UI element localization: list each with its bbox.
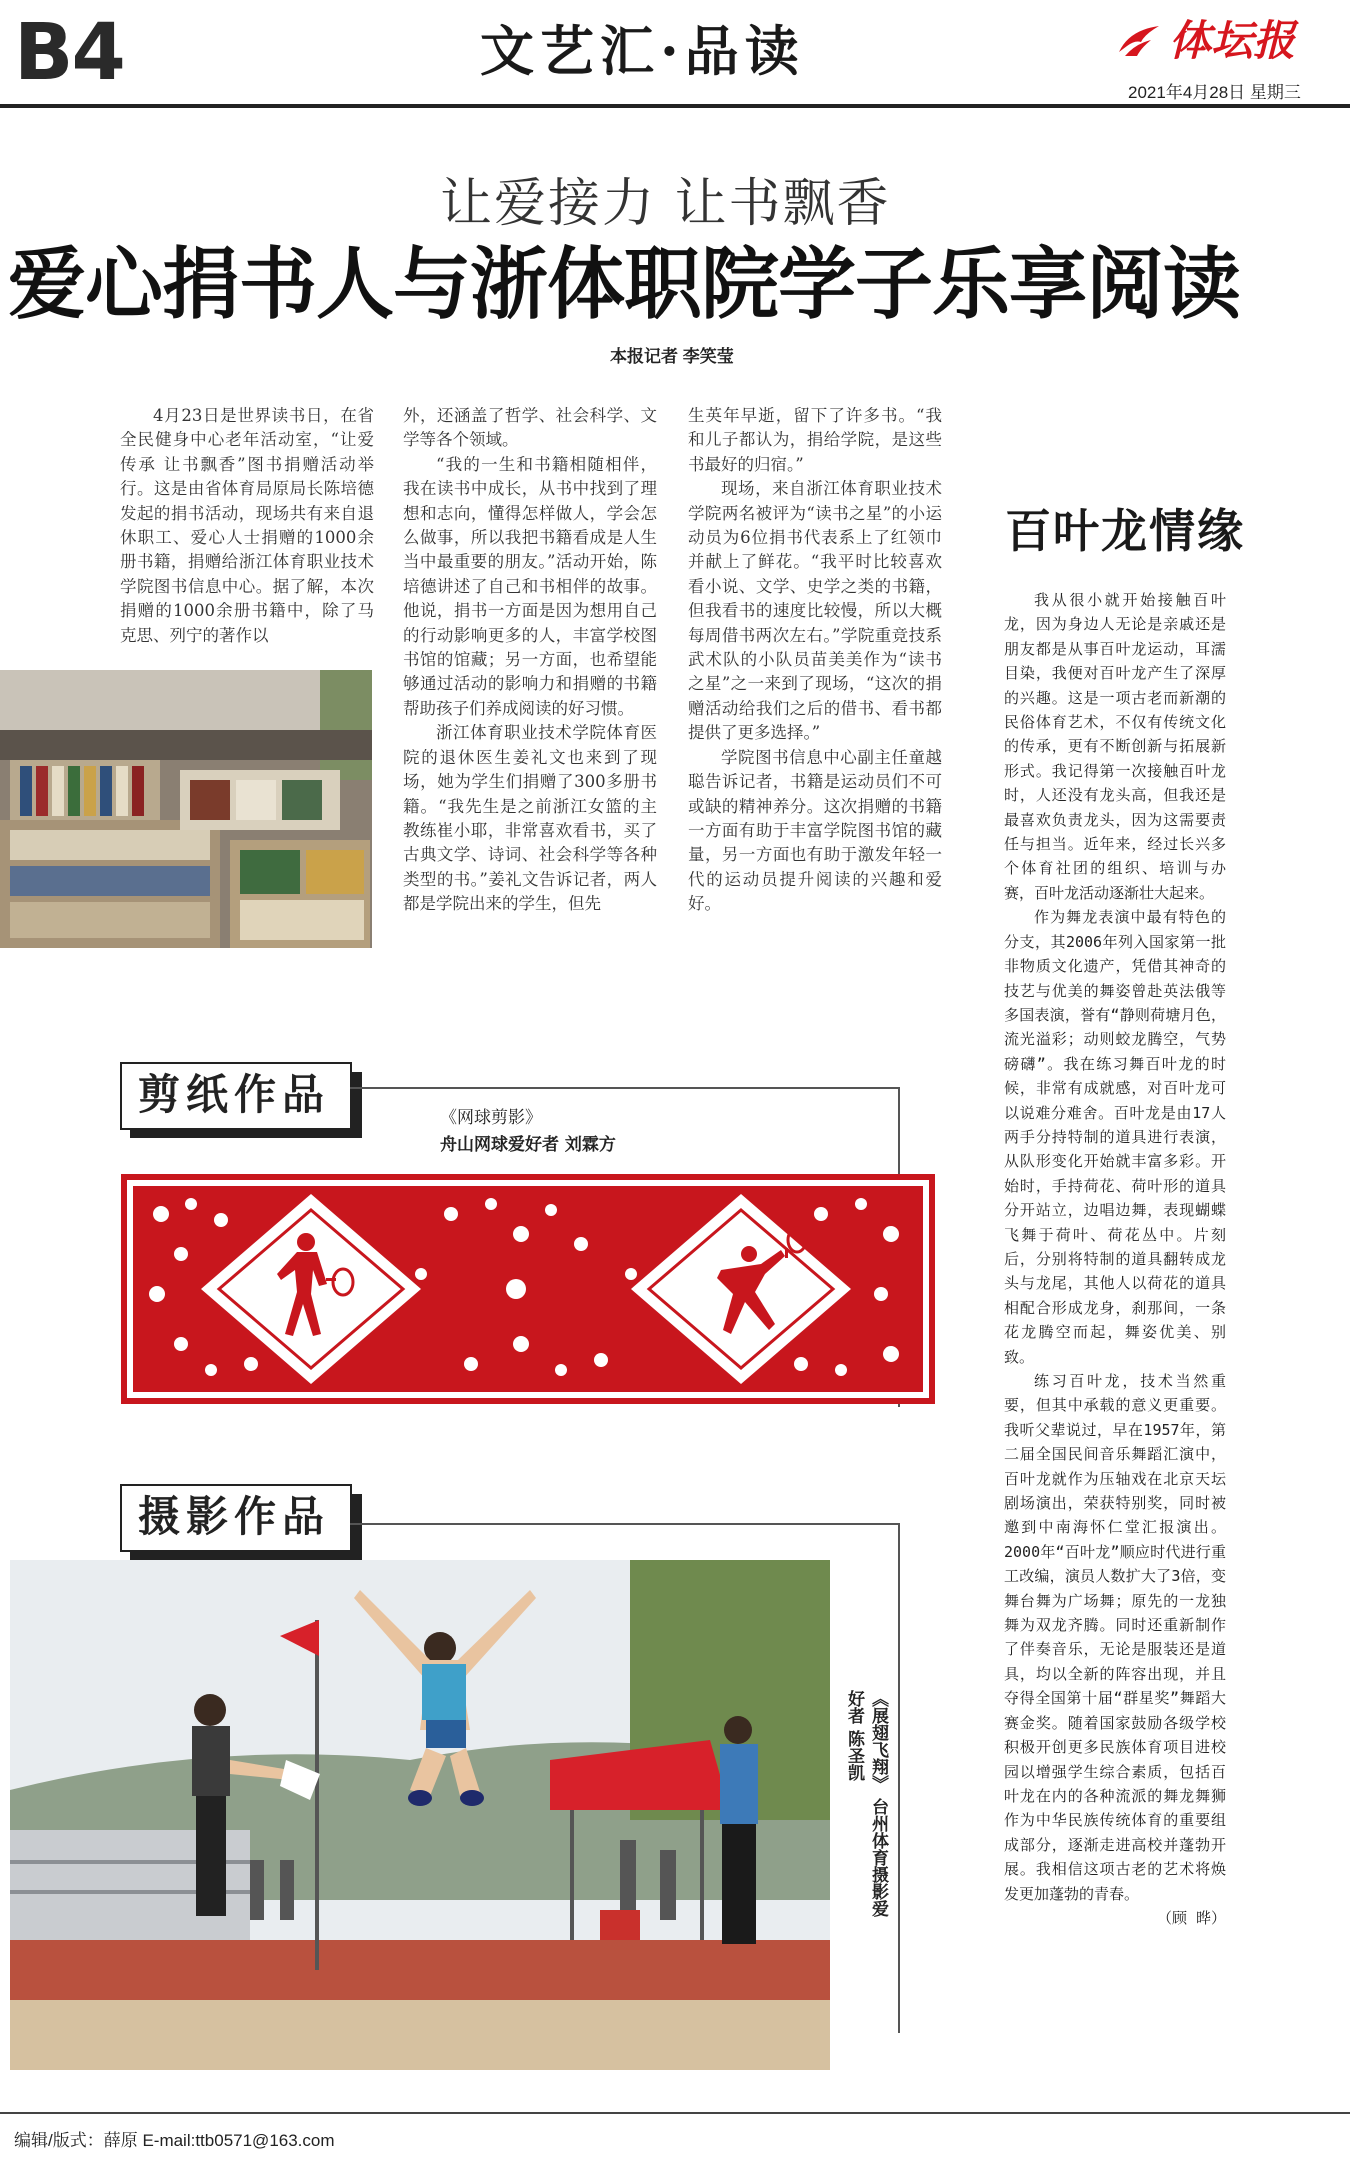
header-rule: [0, 104, 1350, 108]
book-donation-photo: [0, 670, 372, 948]
logo-bird-icon: [1115, 22, 1163, 62]
papercut-bracket-line: [350, 1087, 900, 1089]
article-paragraph: 学院图书信息中心副主任童越聪告诉记者，书籍是运动员们不可或缺的精神养分。这次捐赠的书籍一方面有助于丰富学院图书馆的藏量，另一方面也有助于激发年轻一代的运动员提升阅读的兴趣和爱好。: [688, 747, 942, 914]
article-paragraph: 4月23日是世界读书日，在省全民健身中心老年活动室，“让爱传承 让书飘香”图书捐赠活动举行。这是由省体育局原局长陈培德发起的捐书活动，现场共有来自退休职工、爱心人士捐赠的1000余册书籍，捐赠给浙江体育职业技术学院图书信息中心。据了解，本次捐赠的1000余册书籍中，除了马克思、列宁的著作以: [120, 406, 374, 645]
editor-credit: 编辑/版式：薛原 E-mail:ttb0571@163.com: [14, 2131, 335, 2150]
side-paragraph: 练习百叶龙，技术当然重要，但其中承载的意义更重要。我听父辈说过，早在1957年，第二届全国民间音乐舞蹈汇演中，百叶龙就作为压轴戏在北京天坛剧场演出，荣获特别奖，同时被邀到中南海怀仁堂汇报演出。2000年“百叶龙”顺应时代进行重工改编，演员人数扩大了3倍，变舞台舞为广场舞；原先的一龙独舞为双龙齐腾。同时还重新制作了伴奏音乐，无论是服装还是道具，均以全新的阵容出现，并且夺得全国第十届“群星奖”舞蹈大赛金奖。随着国家鼓励各级学校积极开创更多民族体育项目进校园以增强学生综合素质，包括百叶龙在内的各种流派的舞龙舞狮作为中华民族传统体育的重要组成部分，逐渐走进高校并蓬勃开展。我相信这项古老的艺术将焕发更加蓬勃的青春。: [1004, 1372, 1226, 1903]
article-paragraph: 生英年早逝，留下了许多书。“我和儿子都认为，捐给学院，是这些书最好的归宿。”: [688, 406, 942, 474]
article-paragraph: 浙江体育职业技术学院体育医院的退休医生姜礼文也来到了现场，她为学生们捐赠了300多册书籍。“我先生是之前浙江女篮的主教练崔小耶，非常喜欢看书，买了古典文学、诗词、社会科学等各种类型的书。”姜礼文告诉记者，两人都是学院出来的学生，但先: [403, 723, 657, 914]
side-paragraph: 作为舞龙表演中最有特色的分支，其2006年列入国家第一批非物质文化遗产，凭借其神奇的技艺与优美的舞姿曾赴英法俄等多国表演，誉有“静则荷塘月色，流光溢彩；动则蛟龙腾空，气势磅礴”。我在练习舞百叶龙的时候，非常有成就感，对百叶龙可以说难分难舍。百叶龙是由17人两手分持特制的道具进行表演，从队形变化开始就丰富多彩。开始时，手持荷花、荷叶形的道具分开站立，边唱边舞，表现蝴蝶飞舞于荷叶、荷花丛中。片刻后，分别将特制的道具翻转成龙头与龙尾，其他人以荷花的道具相配合形成龙身，刹那间，一条花龙腾空而起，舞姿优美、别致。: [1004, 908, 1226, 1366]
photo-section-label: 摄影作品: [138, 1492, 331, 1541]
book-stacks-image: [0, 670, 372, 948]
article-headline: 爱心捐书人与浙体职院学子乐享阅读: [8, 240, 1241, 330]
photo-caption: 《展翅飞翔》 台州体育摄影爱好者 陈圣凯: [844, 1690, 888, 1917]
photo-bracket-line-vertical: [898, 1523, 900, 2033]
side-paragraph: 我从很小就开始接触百叶龙，因为身边人无论是亲戚还是朋友都是从事百叶龙运动，耳濡目染，我便对百叶龙产生了深厚的兴趣。这是一项古老而新潮的民俗体育艺术，不仅有传统文化的传承，更有不断创新与拓展新形式。我记得第一次接触百叶龙时，人还没有龙头高，但我还是最喜欢负责龙头，因为这需要责任与担当。近年来，经过长兴多个体育社团的组织、培训与办赛，百叶龙活动逐渐壮大起来。: [1004, 591, 1226, 902]
long-jump-photo: [10, 1560, 830, 2070]
article-subhead: 让爱接力 让书飘香: [440, 174, 891, 234]
article-paragraph: 外，还涵盖了哲学、社会科学、文学等各个领域。: [403, 406, 657, 450]
papercut-author: 舟山网球爱好者 刘霖方: [440, 1135, 616, 1155]
side-article-title: 百叶龙情缘: [1005, 504, 1245, 558]
article-column-3: [688, 404, 942, 917]
article-byline: 本报记者 李笑莹: [610, 347, 734, 366]
section-title: 文艺汇·品读: [480, 19, 805, 83]
photo-bracket-line: [350, 1523, 900, 1525]
article-column-1: [120, 404, 374, 648]
article-paragraph: “我的一生和书籍相随相伴，我在读书中成长，从书中找到了理想和志向，懂得怎样做人，学会怎么做事，所以我把书籍看成是人生当中最重要的朋友。”活动开始，陈培德讲述了自己和书相伴的故事。他说，捐书一方面是因为想用自己的行动影响更多的人，丰富学校图书馆的馆藏；另一方面，也希望能够通过活动的影响力和捐赠的书籍帮助孩子们养成阅读的好习惯。: [403, 454, 657, 718]
side-article-body: [1004, 588, 1226, 1930]
footer-rule: [0, 2112, 1350, 2114]
issue-date: 2021年4月28日 星期三: [1128, 83, 1301, 102]
papercut-title: 《网球剪影》: [440, 1108, 542, 1128]
papercut-section-label: 剪纸作品: [138, 1070, 331, 1119]
side-signature: （顾 晔）: [1156, 1908, 1226, 1927]
article-column-2: [403, 404, 657, 917]
tennis-papercut-image: [121, 1174, 935, 1404]
article-paragraph: 现场，来自浙江体育职业技术学院两名被评为“读书之星”的小运动员为6位捐书代表系上了红领巾并献上了鲜花。“我平时比较喜欢看小说、文学、史学之类的书籍，但我看书的速度比较慢，所以大概每周借书两次左右。”学院重竞技系武术队的小队员苗美美作为“读书之星”之一来到了现场，“这次的捐赠活动给我们之后的借书、看书都提供了更多选择。”: [688, 479, 942, 743]
newspaper-logo: [1115, 16, 1340, 68]
page-number: B4: [14, 8, 124, 98]
logo-text: 体坛报: [1169, 16, 1296, 65]
